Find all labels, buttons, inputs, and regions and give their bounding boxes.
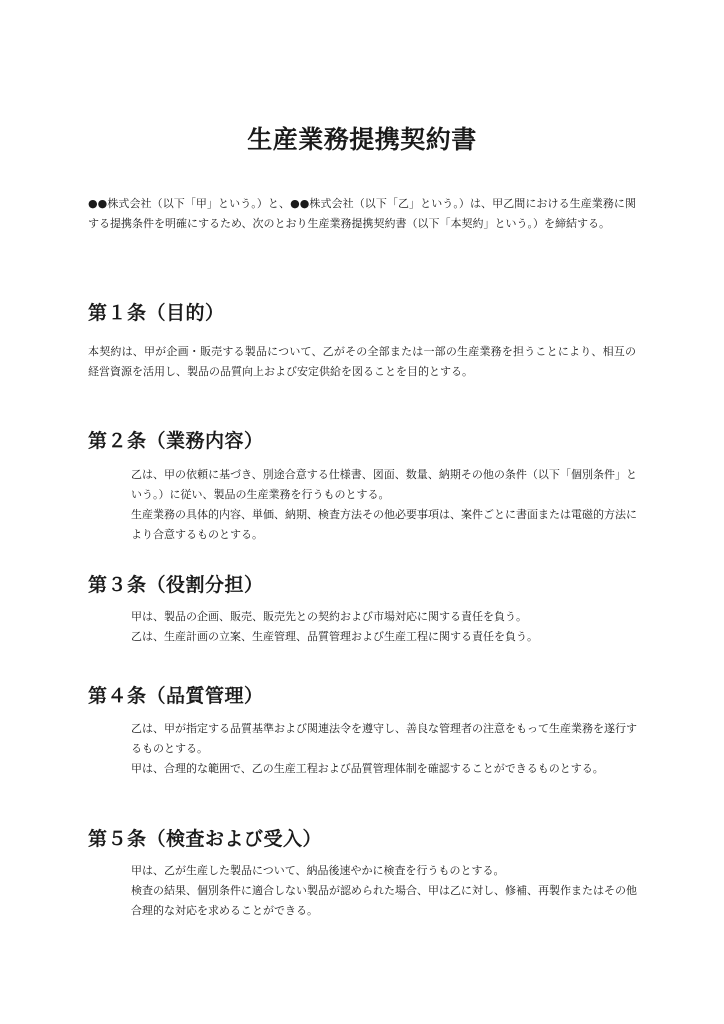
intro-paragraph: ●●株式会社（以下「甲」という。）と、●●株式会社（以下「乙」という。）は、甲乙間における生産業務に関する提携条件を明確にするため、次のとおり生産業務提携契約書（以下「本契約」という。）を締結する。 xyxy=(88,197,636,230)
article-3-paragraph-2: 乙は、生産計画の立案、生産管理、品質管理および生産工程に関する責任を負う。 xyxy=(131,630,538,643)
article-5-heading: 第５条（検査および受入） xyxy=(88,828,323,850)
article-2-paragraph-2: 生産業務の具体的内容、単価、納期、検査方法その他必要事項は、案件ごとに書面または電磁的方法により合意するものとする。 xyxy=(131,508,637,541)
article-4-paragraph-1: 乙は、甲が指定する品質基準および関連法令を遵守し、善良な管理者の注意をもって生産業務を遂行するものとする。 xyxy=(131,722,637,755)
article-2-heading: 第２条（業務内容） xyxy=(88,430,264,452)
article-2-body xyxy=(131,465,637,545)
article-5-paragraph-2: 検査の結果、個別条件に適合しない製品が認められた場合、甲は乙に対し、修補、再製作またはその他合理的な対応を求めることができる。 xyxy=(131,884,637,917)
document-title: 生産業務提携契約書 xyxy=(247,125,477,154)
article-3-body xyxy=(131,607,637,647)
article-2-paragraph-1: 乙は、甲の依頼に基づき、別途合意する仕様書、図面、数量、納期その他の条件（以下「個別条件」という。）に従い、製品の生産業務を行うものとする。 xyxy=(131,468,637,501)
article-1-body xyxy=(88,342,636,382)
article-3-heading: 第３条（役割分担） xyxy=(88,574,264,596)
article-4-paragraph-2: 甲は、合理的な範囲で、乙の生産工程および品質管理体制を確認することができるものとする。 xyxy=(131,762,604,775)
article-1-paragraph-1: 本契約は、甲が企画・販売する製品について、乙がその全部または一部の生産業務を担うことにより、相互の経営資源を活用し、製品の品質向上および安定供給を図ることを目的とする。 xyxy=(88,345,636,378)
article-4-body xyxy=(131,719,637,779)
article-5-paragraph-1: 甲は、乙が生産した製品について、納品後速やかに検査を行うものとする。 xyxy=(131,864,505,877)
article-4-heading: 第４条（品質管理） xyxy=(88,685,264,707)
article-3-paragraph-1: 甲は、製品の企画、販売、販売先との契約および市場対応に関する責任を負う。 xyxy=(131,610,527,623)
article-5-body xyxy=(131,861,637,921)
article-1-heading: 第１条（目的） xyxy=(88,302,225,324)
